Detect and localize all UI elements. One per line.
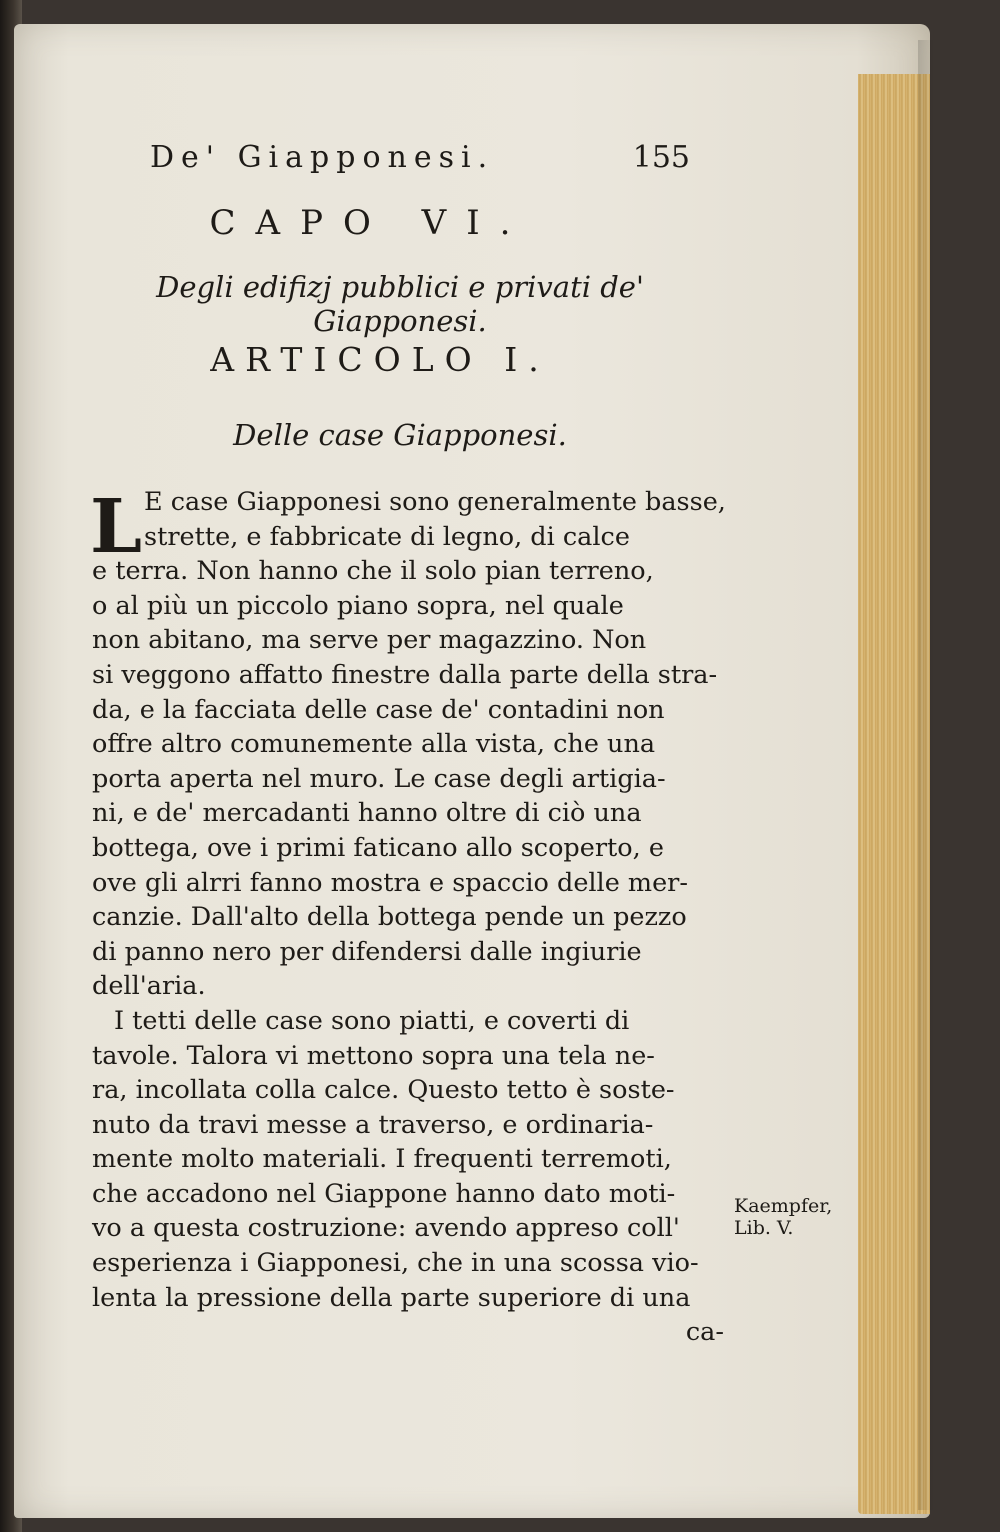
- text-line: porta aperta nel muro. Le case degli artigia-: [92, 763, 666, 794]
- text-line: I tetti delle case sono piatti, e coverti di: [114, 1005, 630, 1036]
- running-title: De' Giapponesi.: [150, 140, 495, 175]
- chapter-heading: CAPO VI.: [209, 203, 531, 243]
- text-line: ove gli alrri fanno mostra e spaccio delle mer-: [92, 867, 688, 898]
- text-line: mente molto materiali. I frequenti terremoti,: [92, 1144, 672, 1175]
- text-line: non abitano, ma serve per magazzino. Non: [92, 625, 647, 656]
- drop-cap: L: [90, 484, 143, 570]
- text-line: si veggono affatto finestre dalla parte della stra-: [92, 659, 718, 690]
- margin-note-line: Lib. V.: [734, 1217, 794, 1239]
- margin-note-line: Kaempfer,: [734, 1195, 833, 1217]
- catchword: ca-: [685, 1317, 724, 1348]
- text-line: dell'aria.: [92, 971, 206, 1002]
- text-line: di panno nero per difendersi dalle ingiurie: [92, 936, 642, 967]
- text-line: vo a questa costruzione: avendo appreso coll': [92, 1213, 680, 1244]
- page-header: [150, 140, 690, 180]
- text-line: canzie. Dall'alto della bottega pende un pezzo: [92, 902, 687, 933]
- margin-note: [734, 1195, 832, 1239]
- text-line: da, e la facciata delle case de' contadini non: [92, 694, 665, 725]
- text-line: strette, e fabbricate di legno, di calce: [144, 521, 630, 552]
- text-line: ni, e de' mercadanti hanno oltre di ciò una: [92, 798, 642, 829]
- chapter-subtitle: Degli edifizj pubblici e privati de' Giapponesi.: [156, 270, 644, 338]
- text-line: ra, incollata colla calce. Questo tetto è soste-: [92, 1075, 675, 1106]
- text-line: tavole. Talora vi mettono sopra una tela ne-: [92, 1040, 655, 1071]
- page-shadow: [918, 40, 934, 1510]
- text-line: che accadono nel Giappone hanno dato moti-: [92, 1178, 676, 1209]
- text-line: e terra. Non hanno che il solo pian terreno,: [92, 556, 654, 587]
- section-heading: Delle case Giapponesi.: [233, 418, 567, 452]
- text-line: lenta la pressione della parte superiore di una: [92, 1282, 691, 1313]
- text-line: esperienza i Giapponesi, che in una scossa vio-: [92, 1248, 699, 1279]
- text-line: bottega, ove i primi faticano allo scoperto, e: [92, 832, 664, 863]
- text-line: E case Giapponesi sono generalmente basse,: [144, 487, 726, 517]
- page-number: 155: [632, 140, 690, 175]
- text-line: o al più un piccolo piano sopra, nel quale: [92, 590, 624, 621]
- text-line: offre altro comunemente alla vista, che una: [92, 729, 656, 760]
- body-text: [92, 485, 732, 1350]
- article-heading: ARTICOLO I.: [210, 340, 550, 379]
- text-line: nuto da travi messe a traverso, e ordinaria-: [92, 1109, 654, 1140]
